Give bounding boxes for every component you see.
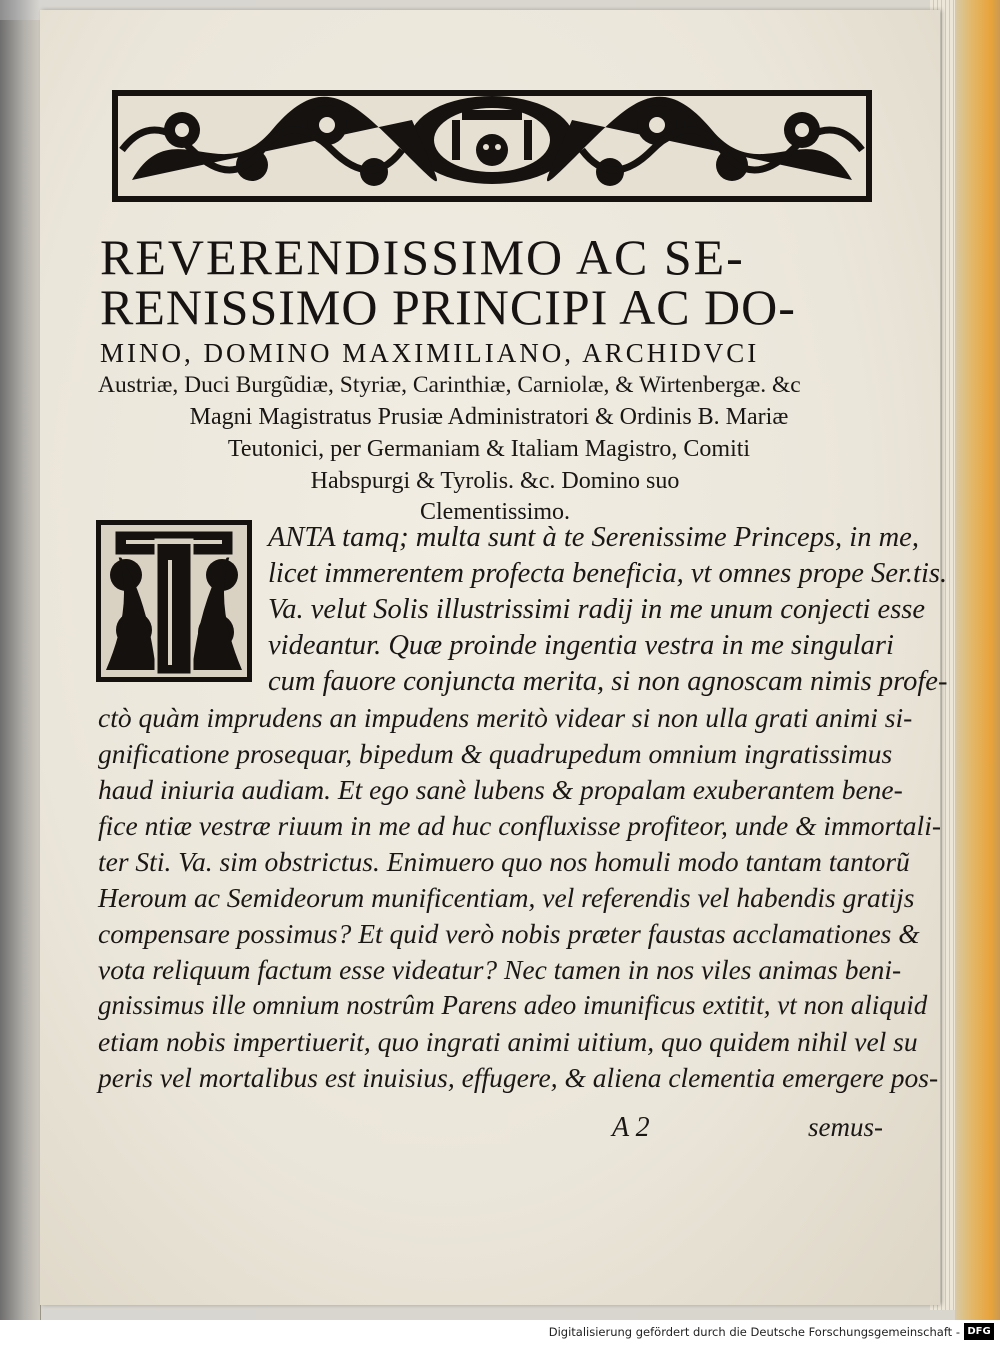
heading-line-2: RENISSIMO PRINCIPI AC DO- xyxy=(100,279,796,335)
book-cover-left xyxy=(0,20,41,1320)
footer-credit: Digitalisierung gefördert durch die Deutsche Forschungsgemeinschaft - xyxy=(548,1325,960,1339)
body-line-12: compensare possimus? Et quid verò nobis præter faustas acclamationes & xyxy=(98,918,920,949)
body-line-5: cum fauore conjuncta merita, si non agnoscam nimis profe- xyxy=(268,666,948,697)
subheading-line-5: Clementissimo. xyxy=(420,499,570,525)
catchword: semus- xyxy=(808,1112,883,1142)
heading-line-1: REVERENDISSIMO AC SE- xyxy=(100,229,745,285)
body-line-11: Heroum ac Semideorum munificentiam, vel referendis vel habendis gratijs xyxy=(98,882,915,913)
body-line-8: haud iniuria audiam. Et ego sanè lubens & propalam exuberantem bene- xyxy=(98,774,903,805)
book-cover-right xyxy=(955,0,1000,1320)
signature-mark: A 2 xyxy=(612,1112,650,1143)
decorative-headpiece-icon xyxy=(112,90,872,202)
body-line-2: licet immerentem profecta beneficia, vt omnes prope Ser.tis. xyxy=(268,558,948,589)
body-line-4: videantur. Quæ proinde ingentia vestra in me singulari xyxy=(268,630,894,661)
body-line-15: etiam nobis impertiuerit, quo ingrati animi uitium, quo quidem nihil vel su xyxy=(98,1026,918,1057)
subheading-line-3: Teutonici, per Germaniam & Italiam Magistro, Comiti xyxy=(227,436,751,462)
body-line-10: ter Sti. Va. sim obstrictus. Enimuero quo nos homuli modo tantam tantorũ xyxy=(98,846,910,877)
decorated-initial-t-icon xyxy=(96,520,252,682)
subheading-line-2: Magni Magistratus Prusiæ Administratori & Ordinis B. Mariæ xyxy=(189,404,789,430)
subheading-line-4: Habspurgi & Tyrolis. &c. Domino suo xyxy=(310,468,680,494)
footer-bar xyxy=(0,1320,1000,1345)
heading-line-3: MINO, DOMINO MAXIMILIANO, ARCHIDVCI xyxy=(100,338,760,368)
body-line-14: gnissimus ille omnium nostrûm Parens adeo imunificus extitit, vt non aliquid xyxy=(98,990,928,1020)
body-line-13: vota reliquum factum esse videatur? Nec tamen in nos viles animas beni- xyxy=(98,954,902,985)
dfg-logo: DFG xyxy=(964,1323,994,1340)
body-line-9: fice ntiæ vestræ riuum in me ad huc confluxisse profiteor, unde & immortali- xyxy=(98,810,941,841)
body-line-1: ANTA tamq; multa sunt à te Serenissime Princeps, in me, xyxy=(268,522,919,553)
subheading-line-1: Austriæ, Duci Burgũdiæ, Styriæ, Carinthiæ, Carniolæ, & Wirtenbergæ. &c xyxy=(98,372,801,398)
body-line-16: peris vel mortalibus est inuisius, effugere, & aliena clementia emergere pos- xyxy=(98,1062,939,1093)
body-line-3: Va. velut Solis illustrissimi radij in me unum conjecti esse xyxy=(268,594,926,625)
body-line-6: ctò quàm imprudens an impudens meritò videar si non ulla grati animi si- xyxy=(98,702,913,733)
body-line-7: gnificatione prosequar, bipedum & quadrupedum omnium ingratissimus xyxy=(98,738,893,769)
